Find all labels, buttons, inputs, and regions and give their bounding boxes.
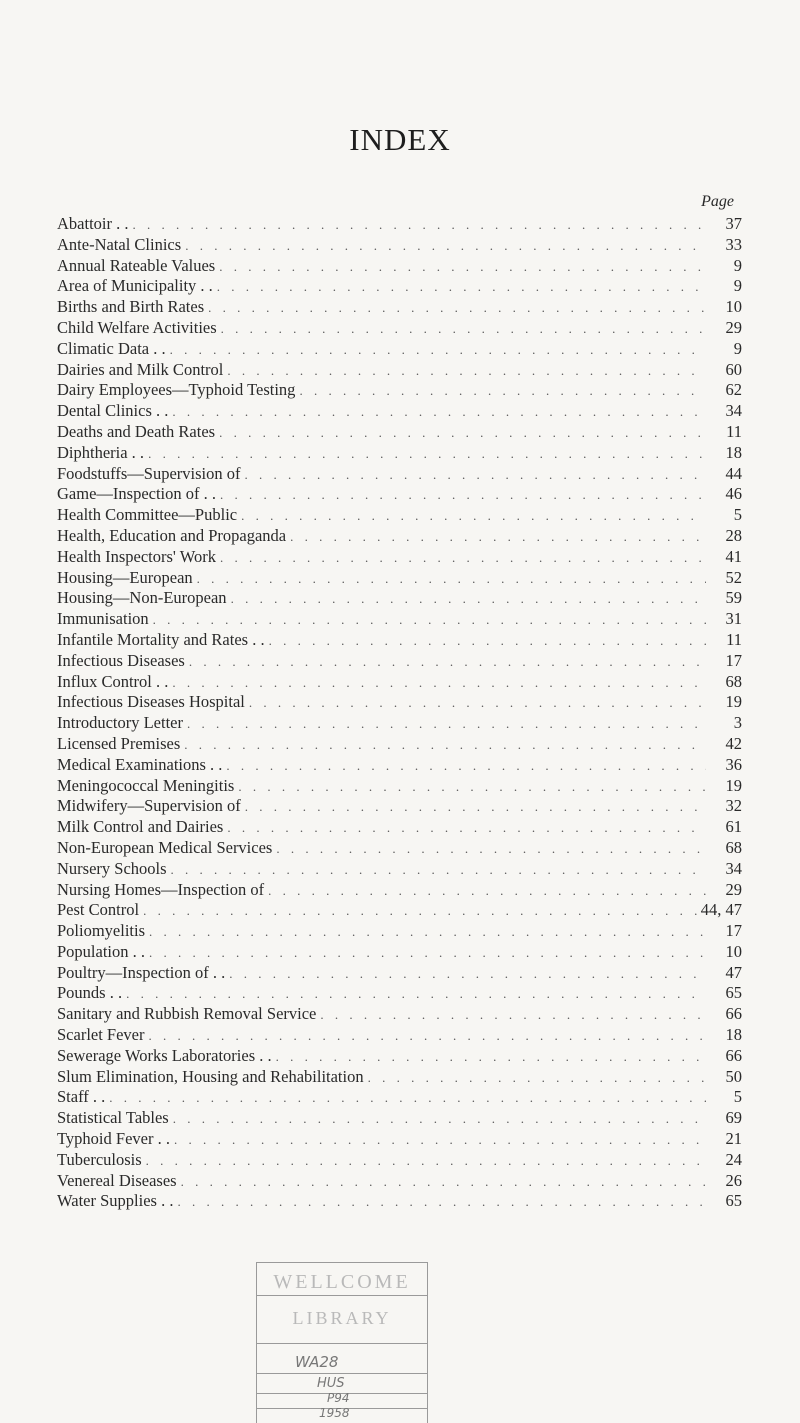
entry-label: Infectious Diseases Hospital [57,692,245,712]
dot-leader [185,238,706,254]
stamp-line-2: LIBRARY [292,1308,392,1328]
entry-page-number: 66 [725,1004,742,1024]
index-entry [57,443,742,464]
entry-label: Ante-Natal Clinics [57,234,182,254]
index-entry [57,297,742,318]
entry-label: Foodstuffs—Supervision of [57,463,241,483]
dot-leader [299,383,706,399]
index-entry [57,256,742,277]
dot-leader [126,986,706,1002]
stamp-handwriting-1: WA28 [295,1353,339,1371]
entry-page-number: 41 [725,546,742,566]
entry-label: Game—Inspection of . . [57,484,216,504]
dot-leader [109,1090,706,1106]
entry-page-number: 19 [725,692,742,712]
page-column-heading: Page [701,193,734,210]
entry-label: Population . . [57,941,146,961]
dot-leader [143,903,697,919]
entry-label: Introductory Letter [57,713,183,733]
index-entry [57,963,742,984]
entry-label: Slum Elimination, Housing and Rehabilitation [57,1066,364,1086]
dot-leader [220,550,706,566]
dot-leader [187,716,706,732]
dot-leader [133,217,707,233]
dot-leader [276,841,706,857]
index-entry [57,796,742,817]
entry-label: Child Welfare Activities [57,317,217,337]
stamp-handwriting-4: 1958 [319,1406,350,1420]
entry-page-number: 9 [733,276,742,296]
entry-page-number: 42 [725,733,742,753]
index-entry [57,484,742,505]
index-entry [57,692,742,713]
dot-leader [149,945,706,961]
entry-page-number: 46 [725,484,742,504]
dot-leader [229,966,706,982]
entry-page-number: 44, 47 [700,900,742,920]
entry-label: Poliomyelitis [57,921,146,941]
dot-leader [208,300,706,316]
entry-page-number: 32 [725,796,742,816]
entry-page-number: 10 [725,941,742,961]
entry-page-number: 18 [725,442,742,462]
dot-leader [149,924,706,940]
entry-label: Midwifery—Supervision of [57,796,241,816]
dot-leader [219,259,706,275]
index-entry [57,630,742,651]
entry-page-number: 24 [725,1149,742,1169]
dot-leader [231,591,706,607]
index-entry [57,1004,742,1025]
dot-leader [276,1049,706,1065]
entry-label: Sanitary and Rubbish Removal Service [57,1004,317,1024]
dot-leader [368,1070,706,1086]
index-entry [57,464,742,485]
index-entry [57,526,742,547]
entry-label: Dairy Employees—Typhoid Testing [57,380,296,400]
stamp-line-1: WELLCOME [273,1271,411,1293]
entry-page-number: 47 [725,962,742,982]
dot-leader [174,1132,706,1148]
dot-leader [290,529,706,545]
entry-page-number: 37 [725,214,742,233]
entry-label: Infectious Diseases [57,650,185,670]
entry-label: Tuberculosis [57,1149,142,1169]
index-entry [57,547,742,568]
entry-page-number: 50 [725,1066,742,1086]
index-entries [57,214,742,1212]
entry-page-number: 61 [725,817,742,837]
entry-label: Births and Birth Rates [57,297,205,317]
index-entry [57,734,742,755]
index-entry [57,422,742,443]
index-entry [57,360,742,381]
index-title: INDEX [349,122,451,157]
dot-leader [226,758,706,774]
index-entry [57,1067,742,1088]
dot-leader [171,862,706,878]
entry-label: Staff . . [57,1087,106,1107]
index-entry [57,1046,742,1067]
entry-page-number: 34 [725,401,742,421]
dot-leader [241,508,706,524]
entry-label: Influx Control . . [57,671,169,691]
entry-label: Dairies and Milk Control [57,359,224,379]
entry-page-number: 10 [725,297,742,317]
entry-label: Pest Control [57,900,140,920]
dot-leader [220,487,706,503]
entry-label: Meningococcal Meningitis [57,775,235,795]
entry-label: Abattoir . . [57,214,129,233]
dot-leader [268,883,706,899]
entry-page-number: 34 [725,858,742,878]
entry-label: Non-European Medical Services [57,837,273,857]
index-entry [57,713,742,734]
dot-leader [172,404,706,420]
index-entry [57,214,742,235]
entry-label: Statistical Tables [57,1108,169,1128]
stamp-handwriting-3: P94 [327,1391,350,1405]
entry-page-number: 17 [725,921,742,941]
entry-page-number: 68 [725,837,742,857]
entry-label: Immunisation [57,609,149,629]
entry-label: Typhoid Fever . . [57,1129,170,1149]
index-entry [57,1025,742,1046]
entry-page-number: 21 [725,1129,742,1149]
entry-page-number: 9 [733,255,742,275]
library-stamp [256,1262,428,1423]
index-entry [57,1150,742,1171]
entry-page-number: 29 [725,317,742,337]
entry-page-number: 33 [725,234,742,254]
entry-page-number: 29 [725,879,742,899]
entry-page-number: 11 [726,421,742,441]
entry-label: Infantile Mortality and Rates . . [57,629,265,649]
entry-label: Housing—Non-European [57,588,227,608]
dot-leader [221,321,706,337]
index-entry [57,776,742,797]
entry-label: Venereal Diseases [57,1170,177,1190]
stamp-handwriting-2: HUS [317,1376,345,1391]
entry-page-number: 19 [725,775,742,795]
entry-page-number: 28 [725,525,742,545]
entry-page-number: 44 [725,463,742,483]
entry-page-number: 17 [725,650,742,670]
index-entry [57,651,742,672]
entry-label: Water Supplies . . [57,1191,174,1211]
entry-label: Scarlet Fever [57,1025,145,1045]
dot-leader [149,1028,706,1044]
dot-leader [172,675,706,691]
entry-label: Deaths and Death Rates [57,421,216,441]
dot-leader [227,363,706,379]
index-entry [57,568,742,589]
dot-leader [320,1007,706,1023]
dot-leader [219,425,706,441]
dot-leader [173,1111,706,1127]
index-entry [57,339,742,360]
dot-leader [227,820,706,836]
entry-page-number: 62 [725,380,742,400]
index-entry [57,942,742,963]
index-entry [57,672,742,693]
entry-page-number: 3 [733,713,742,733]
entry-label: Area of Municipality . . [57,276,213,296]
entry-page-number: 65 [725,983,742,1003]
dot-leader [189,654,706,670]
dot-leader [153,612,706,628]
index-entry [57,318,742,339]
entry-label: Sewerage Works Laboratories . . [57,1045,272,1065]
dot-leader [177,1194,706,1210]
index-entry [57,921,742,942]
entry-label: Dental Clinics . . [57,401,169,421]
dot-leader [245,799,706,815]
entry-page-number: 66 [725,1045,742,1065]
entry-label: Pounds . . [57,983,123,1003]
entry-label: Health Committee—Public [57,505,238,525]
dot-leader [217,279,706,295]
dot-leader [181,1174,706,1190]
entry-label: Climatic Data . . [57,338,166,358]
dot-leader [184,737,706,753]
entry-page-number: 26 [725,1170,742,1190]
index-entry [57,1171,742,1192]
index-entry [57,505,742,526]
index-entry [57,401,742,422]
index-entry [57,1108,742,1129]
entry-label: Health, Education and Propaganda [57,525,287,545]
index-entry [57,900,742,921]
dot-leader [170,342,706,358]
index-entry [57,983,742,1004]
index-entry [57,276,742,297]
index-entry [57,880,742,901]
entry-label: Milk Control and Dairies [57,817,224,837]
entry-label: Health Inspectors' Work [57,546,216,566]
entry-page-number: 31 [725,609,742,629]
entry-page-number: 18 [725,1025,742,1045]
index-entry [57,1087,742,1108]
entry-page-number: 5 [733,505,742,525]
entry-page-number: 60 [725,359,742,379]
index-entry [57,838,742,859]
index-entry [57,859,742,880]
index-entry [57,609,742,630]
dot-leader [197,571,706,587]
entry-page-number: 5 [733,1087,742,1107]
dot-leader [146,1153,706,1169]
index-entry [57,1191,742,1212]
dot-leader [249,695,706,711]
entry-label: Housing—European [57,567,193,587]
entry-label: Annual Rateable Values [57,255,216,275]
dot-leader [245,467,707,483]
index-entry [57,1129,742,1150]
index-entry [57,817,742,838]
entry-label: Poultry—Inspection of . . [57,962,226,982]
entry-page-number: 36 [725,754,742,774]
entry-page-number: 69 [725,1108,742,1128]
index-entry [57,755,742,776]
entry-label: Medical Examinations . . [57,754,223,774]
dot-leader [269,633,706,649]
entry-label: Diphtheria . . [57,442,145,462]
entry-label: Licensed Premises [57,733,181,753]
index-entry [57,588,742,609]
entry-page-number: 68 [725,671,742,691]
entry-page-number: 59 [725,588,742,608]
entry-page-number: 9 [733,338,742,358]
index-entry [57,380,742,401]
dot-leader [238,779,706,795]
entry-label: Nursery Schools [57,858,167,878]
entry-page-number: 11 [726,629,742,649]
entry-page-number: 65 [725,1191,742,1211]
index-entry [57,235,742,256]
entry-label: Nursing Homes—Inspection of [57,879,265,899]
entry-page-number: 52 [725,567,742,587]
dot-leader [148,446,706,462]
